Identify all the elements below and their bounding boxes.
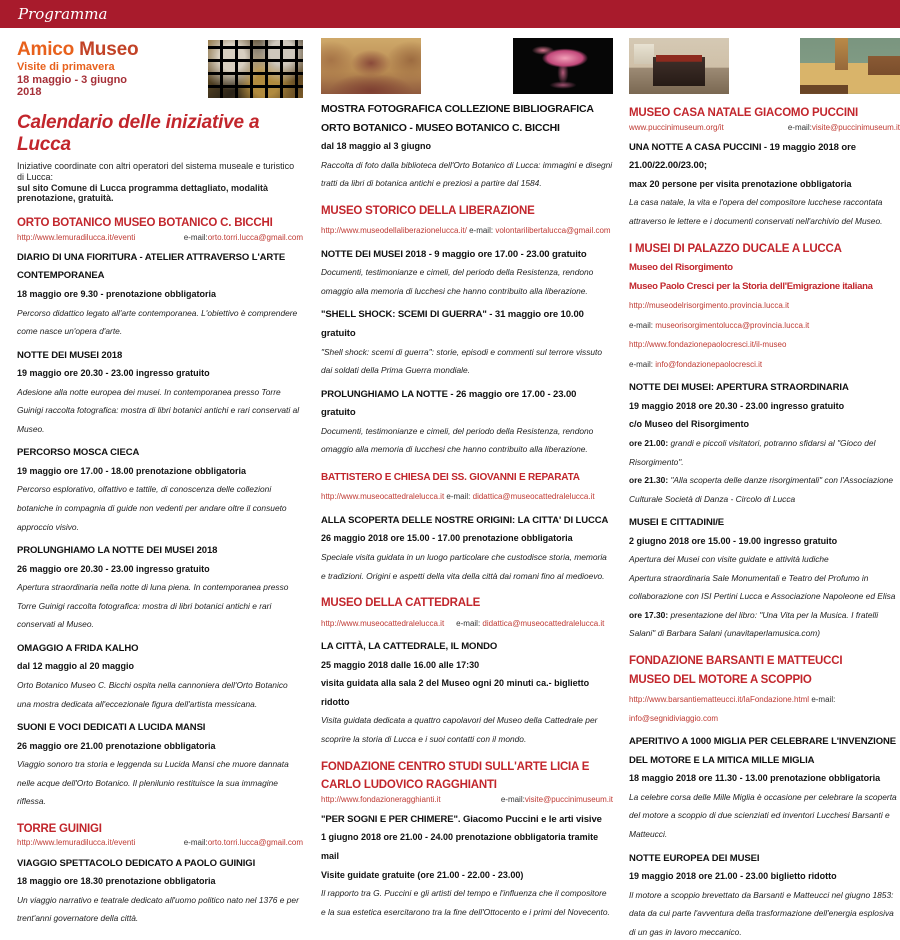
event-title: SUONI E VOCI DEDICATI A LUCIDA MANSI <box>17 722 205 733</box>
email-label: e-mail: <box>456 619 482 628</box>
brand-title-amico: Amico <box>17 39 74 60</box>
brand-title-museo: Museo <box>79 39 138 60</box>
event-description: Orto Botanico Museo C. Bicchi ospita nella cannoniera dell'Orto Botanico una mostra dedicata all'eccezionale figura dell'artista messicana. <box>17 680 288 709</box>
link-url[interactable]: http://www.barsantiematteucci.it/laFondazione.html <box>629 695 809 704</box>
email-label: e-mail: <box>629 321 655 330</box>
event-description: Apertura straordinaria nella notte di luna piena. In contemporanea presso Torre Guinigi raccolta fotografica: mostra di libri botanici antichi e rari conservati al Museo. <box>17 582 288 629</box>
link-url[interactable]: http://www.lemuradilucca.it/eventi <box>17 838 135 847</box>
link-url-line <box>629 689 900 726</box>
event-title: APERITIVO A 1000 MIGLIA PER CELEBRARE L'INVENZIONE DEL MOTORE E LA MITICA MILLE MIGLIA <box>629 736 896 766</box>
event-prolunghiamo-notte <box>17 540 303 633</box>
event-notte-apertura-straordinaria <box>629 377 900 507</box>
section-subtitle-line <box>629 257 900 276</box>
event-title-line <box>321 244 613 263</box>
section-title-line <box>321 201 613 220</box>
event-description: Percorso esplorativo, olfattivo e tattile, di conoscenza delle collezioni botaniche in compagnia di guide non vedenti per andare oltre il consueto approccio visivo. <box>17 484 287 531</box>
brand-title <box>17 40 138 59</box>
event-title-line <box>629 731 900 768</box>
section-title: TORRE GUINIGI <box>17 823 102 835</box>
event-title-line <box>321 636 613 655</box>
event-suoni-voci-lucida-mansi <box>17 717 303 810</box>
event-meta-line <box>321 528 613 547</box>
photo-dechirico-painting <box>800 38 900 94</box>
link-url[interactable]: http://museodelrisorgimento.provincia.lucca.it <box>629 301 789 310</box>
event-time-label-line <box>629 433 900 470</box>
event-description-line <box>321 883 613 920</box>
email-address[interactable]: visite@puccinimuseum.it <box>525 795 613 804</box>
section-orto-botanico <box>17 213 303 242</box>
event-title-line <box>321 809 613 828</box>
section-title-line <box>321 775 613 794</box>
event-meta-line <box>321 136 613 155</box>
email-label-line <box>629 315 900 334</box>
section-title-line <box>629 239 900 258</box>
section-fondazione-ragghianti <box>321 757 613 804</box>
email-label: e-mail: <box>444 492 472 501</box>
email-label: e-mail: <box>467 226 495 235</box>
intro-line-2: sul sito Comune di Lucca programma dettagliato, modalità prenotazione, gratuità. <box>17 183 303 205</box>
event-meta-line <box>17 559 303 578</box>
event-meta: 19 maggio 2018 ore 20.30 - 23.00 ingresso gratuito <box>629 401 844 411</box>
event-meta-line <box>17 736 303 755</box>
brand-dates: 18 maggio - 3 giugno <box>17 74 138 87</box>
event-musei-e-cittadini <box>629 512 900 642</box>
event-notte-musei-liberazione <box>321 244 613 300</box>
section-subtitle: Museo Paolo Cresci per la Storia dell'Emigrazione italiana <box>629 281 873 292</box>
section-title-line <box>629 670 900 689</box>
event-meta-line <box>17 284 303 303</box>
link-url[interactable]: http://www.museocattedralelucca.it <box>321 492 444 501</box>
event-meta: 26 maggio ore 20.30 - 23.00 ingresso gratuito <box>17 564 210 574</box>
event-percorso-mosca-cieca <box>17 442 303 535</box>
top-banner <box>0 0 900 28</box>
event-title: MUSEI E CITTADINI/E <box>629 517 724 528</box>
event-title: "SHELL SHOCK: SCEMI DI GUERRA" - 31 maggio ore 10.00 gratuito <box>321 309 584 339</box>
event-title: NOTTE DEI MUSEI 2018 <box>17 350 122 361</box>
event-title-line <box>17 638 303 657</box>
section-title: I MUSEI DI PALAZZO DUCALE A LUCCA <box>629 243 842 255</box>
column-2 <box>321 36 613 940</box>
event-sogni-chimere <box>321 809 613 920</box>
event-description: Il motore a scoppio brevettato da Barsanti e Matteucci nel giugno 1853: data da cui parte l'avventura della trasformazione dell'energia esplosiva di un gas in lavoro meccanico. <box>629 890 894 937</box>
link-url-line <box>17 233 303 242</box>
event-meta: 18 maggio 2018 ore 11.30 - 13.00 prenotazione obbligatoria <box>629 773 880 783</box>
link-url-line <box>321 613 613 632</box>
event-title-line <box>17 247 303 284</box>
email-address[interactable]: orto.torri.lucca@gmail.com <box>208 233 303 242</box>
event-title-line <box>629 377 900 396</box>
section-torre-guinigi <box>17 819 303 848</box>
event-title-line <box>17 442 303 461</box>
event-prolunghiamo-liberazione <box>321 384 613 458</box>
event-meta: visita guidata alla sala 2 del Museo ogni 20 minuti ca.- biglietto ridotto <box>321 678 589 707</box>
photo-puccini-room <box>629 38 729 94</box>
event-title-line <box>629 848 900 867</box>
email-address[interactable]: orto.torri.lucca@gmail.com <box>208 838 303 847</box>
section-title-line <box>17 819 303 838</box>
event-title: NOTTE DEI MUSEI: APERTURA STRAORDINARIA <box>629 382 849 393</box>
link-url[interactable]: http://www.fondazioneragghianti.it <box>321 795 441 804</box>
exhibit-title: MOSTRA FOTOGRAFICA COLLEZIONE BIBLIOGRAFICA ORTO BOTANICO - MUSEO BOTANICO C. BICCHI <box>321 103 593 134</box>
event-description-line <box>17 890 303 927</box>
intro-line-1: Iniziative coordinate con altri operatori del sistema museale e turistico di Lucca: <box>17 161 303 183</box>
event-viaggio-paolo-guinigi <box>17 853 303 927</box>
event-title: PERCORSO MOSCA CIECA <box>17 447 139 458</box>
event-title-line <box>321 304 613 341</box>
event-description: Apertura dei Musei con visite guidate e attività ludiche <box>629 554 829 564</box>
brand-text <box>17 40 138 99</box>
section-title-line <box>17 213 303 232</box>
event-description: "Alla scoperta delle danze risorgimentali" con l'Associazione Culturale Società di Danza - Circolo di Lucca <box>629 475 893 504</box>
brand-subtitle: Visite di primavera <box>17 61 138 74</box>
email-address[interactable]: visite@puccinimuseum.it <box>812 123 900 132</box>
section-title: MUSEO STORICO DELLA LIBERAZIONE <box>321 205 535 217</box>
event-description: Documenti, testimonianze e cimeli, del periodo della Resistenza, rendono omaggio alla memoria di lucchesi che hanno contribuito alla liberazione. <box>321 267 593 296</box>
event-diario-fioritura <box>17 247 303 340</box>
event-description: La casa natale, la vita e l'opera del compositore lucchese raccontata attraverso le lettere e i documenti conservati nell'archivio del Museo. <box>629 197 882 226</box>
column-3-sections <box>629 38 900 940</box>
section-title: ORTO BOTANICO MUSEO BOTANICO C. BICCHI <box>17 217 273 229</box>
photo-mosaic-artwork <box>208 40 303 98</box>
event-meta-line <box>629 531 900 550</box>
section-title: FONDAZIONE CENTRO STUDI SULL'ARTE LICIA E <box>321 761 589 773</box>
email-label: e-mail: <box>629 360 655 369</box>
event-meta: 19 maggio 2018 ore 21.00 - 23.00 biglietto ridotto <box>629 871 837 881</box>
event-scoperta-origini <box>321 510 613 584</box>
section-title: MUSEO DELLA CATTEDRALE <box>321 597 480 609</box>
event-description: Il rapporto tra G. Puccini e gli artisti del tempo e l'influenza che il compositore e la sua estetica esercitarono tra la fine dell'Ottocento e i primi del Novecento. <box>321 888 610 917</box>
event-meta: 18 maggio ore 9.30 - prenotazione obbligatoria <box>17 289 216 299</box>
event-description: Viaggio sonoro tra storia e leggenda su Lucida Mansi che muore dannata nelle acque dell'Orto Botanico. Il plenilunio restituisce la sua immagine riflessa. <box>17 759 289 806</box>
event-description: Visita guidata dedicata a quattro capolavori del Museo della Cattedrale per scoprire la storia di Lucca e i suoi contatti con il mondo. <box>321 715 597 744</box>
email-label: e-mail: <box>501 795 525 804</box>
section-palazzo-ducale <box>629 239 900 373</box>
event-description-line <box>321 710 613 747</box>
column-2-sections <box>321 38 613 920</box>
event-description-line <box>629 885 900 940</box>
email-label: e-mail: <box>809 695 835 704</box>
event-time-label: ore 21.30: <box>629 475 670 485</box>
event-title: PROLUNGHIAMO LA NOTTE - 26 maggio ore 17.00 - 23.00 gratuito <box>321 389 576 419</box>
event-meta-line <box>629 768 900 787</box>
event-title: PROLUNGHIAMO LA NOTTE DEI MUSEI 2018 <box>17 545 217 556</box>
event-title: DIARIO DI UNA FIORITURA - ATELIER ATTRAVERSO L'ARTE CONTEMPORANEA <box>17 252 285 282</box>
event-time-label-line <box>629 605 900 642</box>
event-shell-shock <box>321 304 613 378</box>
photo-glass-artifact <box>513 38 613 94</box>
event-description-line <box>321 342 613 379</box>
event-meta: 26 maggio ore 21.00 prenotazione obbligatoria <box>17 741 216 751</box>
column-1 <box>17 36 303 940</box>
section-subtitle-line <box>629 276 900 295</box>
event-omaggio-frida-kalho <box>17 638 303 712</box>
event-notte-casa-puccini <box>629 137 900 230</box>
event-description-line <box>321 421 613 458</box>
event-meta-line <box>321 865 613 884</box>
event-title: UNA NOTTE A CASA PUCCINI - 19 maggio 2018 ore 21.00/22.00/23.00; <box>629 142 856 172</box>
column-3 <box>629 36 900 940</box>
section-title: MUSEO CASA NATALE GIACOMO PUCCINI <box>629 107 858 119</box>
event-meta-line <box>17 363 303 382</box>
event-description: Un viaggio narrativo e teatrale dedicato all'uomo politico nato nel 1376 e per trent'anni governatore della città. <box>17 895 299 924</box>
section-title-line <box>321 593 613 612</box>
event-description: Apertura straordinaria Sale Monumentali e Teatro del Profumo in collaborazione con ISI Pertini Lucca e Associazione Napoleone ed Elisa <box>629 573 895 602</box>
section-fondazione-barsanti <box>629 651 900 726</box>
event-meta: 1 giugno 2018 ore 21.00 - 24.00 prenotazione obbligatoria tramite mail <box>321 832 598 861</box>
event-description-line <box>629 192 900 229</box>
event-description-line <box>17 303 303 340</box>
event-title: ALLA SCOPERTA DELLE NOSTRE ORIGINI: LA CITTA' DI LUCCA <box>321 515 608 526</box>
link-url[interactable]: http://www.lemuradilucca.it/eventi <box>17 233 135 242</box>
intro-paragraph <box>17 161 303 204</box>
event-meta-line <box>321 673 613 710</box>
event-meta-line <box>17 871 303 890</box>
event-description-line <box>17 382 303 438</box>
event-title-line <box>17 717 303 736</box>
event-meta: 2 giugno 2018 ore 15.00 - 19.00 ingresso gratuito <box>629 536 837 546</box>
event-meta: 18 maggio ore 18.30 prenotazione obbligatoria <box>17 876 216 886</box>
event-description: presentazione del libro: "Una Vita per la Musica. I fratelli Salani" di Barbara Salani (unavitaperlamusica.com) <box>629 610 878 639</box>
event-meta: c/o Museo del Risorgimento <box>629 419 749 429</box>
event-title: "PER SOGNI E PER CHIMERE". Giacomo Puccini e le arti visive <box>321 814 602 825</box>
event-description: Speciale visita guidata in un luogo particolare che custodisce storia, memoria e tradizioni. Origini e aspetti della vita della città dai romani fino al medioevo. <box>321 552 607 581</box>
link-url[interactable]: http://www.fondazionepaolocresci.it/il-museo <box>629 340 786 349</box>
event-time-label: ore 17.30: <box>629 610 670 620</box>
event-title: LA CITTÀ, LA CATTEDRALE, IL MONDO <box>321 641 497 652</box>
email-label-line <box>629 354 900 373</box>
banner-label: Programma <box>18 5 107 23</box>
link-url-line <box>629 295 900 314</box>
event-meta-line <box>629 174 900 193</box>
event-meta: 19 maggio ore 20.30 - 23.00 ingresso gratuito <box>17 368 210 378</box>
event-description-line <box>17 675 303 712</box>
event-description: Documenti, testimonianze e cimeli, del periodo della Resistenza, rendono omaggio alla memoria di lucchesi che hanno contribuito alla liberazione. <box>321 426 593 455</box>
flyer-content <box>0 28 900 940</box>
event-description-line <box>321 547 613 584</box>
event-meta: 19 maggio ore 17.00 - 18.00 prenotazione obbligatoria <box>17 466 246 476</box>
event-title-line <box>321 384 613 421</box>
column-1-sections <box>17 213 303 927</box>
link-url[interactable]: www.puccinimuseum.org/it <box>629 123 724 132</box>
event-description: Raccolta di foto dalla biblioteca dell'Orto Botanico di Lucca: immagini e disegni tratti da libri di botanica antichi e preziosi a partire dal 1584. <box>321 160 612 189</box>
event-meta: max 20 persone per visita prenotazione obbligatoria <box>629 179 852 189</box>
brand-year: 2018 <box>17 86 138 99</box>
section-battistero <box>321 467 613 505</box>
event-description-line <box>321 155 613 192</box>
event-title-line <box>321 510 613 529</box>
event-title: OMAGGIO A FRIDA KALHO <box>17 643 138 654</box>
event-description: Adesione alla notte europea dei musei. In contemporanea presso Torre Guinigi raccolta fotografica: mostra di libri botanici antichi e rari conservati al Museo. <box>17 387 299 434</box>
section-title: BATTISTERO E CHIESA DEI SS. GIOVANNI E REPARATA <box>321 472 580 483</box>
calendar-title: Calendario delle iniziative a Lucca <box>17 112 303 156</box>
event-meta-line <box>17 656 303 675</box>
event-title-line <box>17 540 303 559</box>
column2-photos <box>321 38 613 94</box>
event-meta-line <box>629 866 900 885</box>
event-description-line <box>17 754 303 810</box>
event-meta: 26 maggio 2018 ore 15.00 - 17.00 prenotazione obbligatoria <box>321 533 573 543</box>
section-museo-cattedrale <box>321 593 613 631</box>
section-title-line <box>629 103 900 122</box>
link-url-line <box>629 334 900 353</box>
event-description: "Shell shock: scemi di guerra": storie, episodi e commenti sul terrore vissuto dai soldati della Prima Guerra mondiale. <box>321 347 602 376</box>
exhibit-title-line <box>321 99 613 136</box>
event-mostra-fotografica <box>321 99 613 192</box>
photo-fresco-painting <box>321 38 421 94</box>
event-title: NOTTE DEI MUSEI 2018 - 9 maggio ore 17.00 - 23.00 gratuito <box>321 249 587 260</box>
email-label: e-mail: <box>184 838 208 847</box>
event-title-line <box>17 345 303 364</box>
section-title-line <box>321 757 613 776</box>
event-meta-line <box>629 414 900 433</box>
email-address[interactable]: info@fondazionepaolocresci.it <box>655 360 762 369</box>
event-title-line <box>629 137 900 174</box>
column3-photos <box>629 38 900 94</box>
event-notte-musei-2018 <box>17 345 303 438</box>
email-address[interactable]: didattica@museocattedralelucca.it <box>473 492 595 501</box>
event-meta-line <box>321 827 613 864</box>
event-title: VIAGGIO SPETTACOLO DEDICATO A PAOLO GUINIGI <box>17 858 255 869</box>
event-description: Percorso didattico legato all'arte contemporanea. L'obiettivo è comprendere come nasce un'opera d'arte. <box>17 308 297 337</box>
email-label: e-mail: <box>184 233 208 242</box>
event-citta-cattedrale-mondo <box>321 636 613 747</box>
brand-block <box>17 40 303 99</box>
event-meta-line <box>17 461 303 480</box>
event-meta-line <box>321 655 613 674</box>
section-subtitle: Museo del Risorgimento <box>629 262 733 273</box>
link-url[interactable]: http://www.museodellaliberazionelucca.it/ <box>321 226 467 235</box>
event-description-line <box>629 568 900 605</box>
section-museo-liberazione <box>321 201 613 239</box>
link-url-line <box>321 795 613 804</box>
email-address[interactable]: info@segnidiviaggio.com <box>629 714 718 723</box>
event-description-line <box>17 577 303 633</box>
section-title-line <box>321 467 613 486</box>
event-title: NOTTE EUROPEA DEI MUSEI <box>629 853 759 864</box>
section-title-line <box>629 651 900 670</box>
event-meta: 25 maggio 2018 dalle 16.00 alle 17:30 <box>321 660 479 670</box>
email-label: e-mail: <box>788 123 812 132</box>
event-description-line <box>321 262 613 299</box>
event-title-line <box>17 853 303 872</box>
event-description: grandi e piccoli visitatori, potranno sfidarsi al "Gioco del Risorgimento". <box>629 438 875 467</box>
event-meta: dal 18 maggio al 3 giugno <box>321 141 431 151</box>
event-notte-europea-musei <box>629 848 900 940</box>
email-address[interactable]: didattica@museocattedralelucca.it <box>482 619 604 628</box>
link-url-line <box>629 123 900 132</box>
event-meta: dal 12 maggio al 20 maggio <box>17 661 134 671</box>
event-description-line <box>629 787 900 843</box>
event-meta-line <box>629 396 900 415</box>
event-time-label-line <box>629 470 900 507</box>
section-casa-puccini <box>629 103 900 132</box>
link-url-line <box>321 486 613 505</box>
link-url[interactable]: http://www.museocattedralelucca.it <box>321 619 444 628</box>
email-address[interactable]: volontarilibertalucca@gmail.com <box>495 226 610 235</box>
section-title: CARLO LUDOVICO RAGGHIANTI <box>321 779 497 791</box>
event-aperitivo-1000-miglia <box>629 731 900 842</box>
event-meta: Visite guidate gratuite (ore 21.00 - 22.00 - 23.00) <box>321 870 523 880</box>
event-description-line <box>17 479 303 535</box>
event-time-label: ore 21.00: <box>629 438 670 448</box>
event-description: La celebre corsa delle Mille Miglia è occasione per celebrare la scoperta del motore a scoppio di due scienziati ed inventori Lucchesi Barsanti e Matteucci. <box>629 792 897 839</box>
event-title-line <box>629 512 900 531</box>
link-url-line <box>17 838 303 847</box>
email-address[interactable]: museorisorgimentolucca@provincia.lucca.it <box>655 321 809 330</box>
event-description-line <box>629 549 900 568</box>
section-title: MUSEO DEL MOTORE A SCOPPIO <box>629 674 812 686</box>
link-url-line <box>321 220 613 239</box>
section-title: FONDAZIONE BARSANTI E MATTEUCCI <box>629 655 842 667</box>
